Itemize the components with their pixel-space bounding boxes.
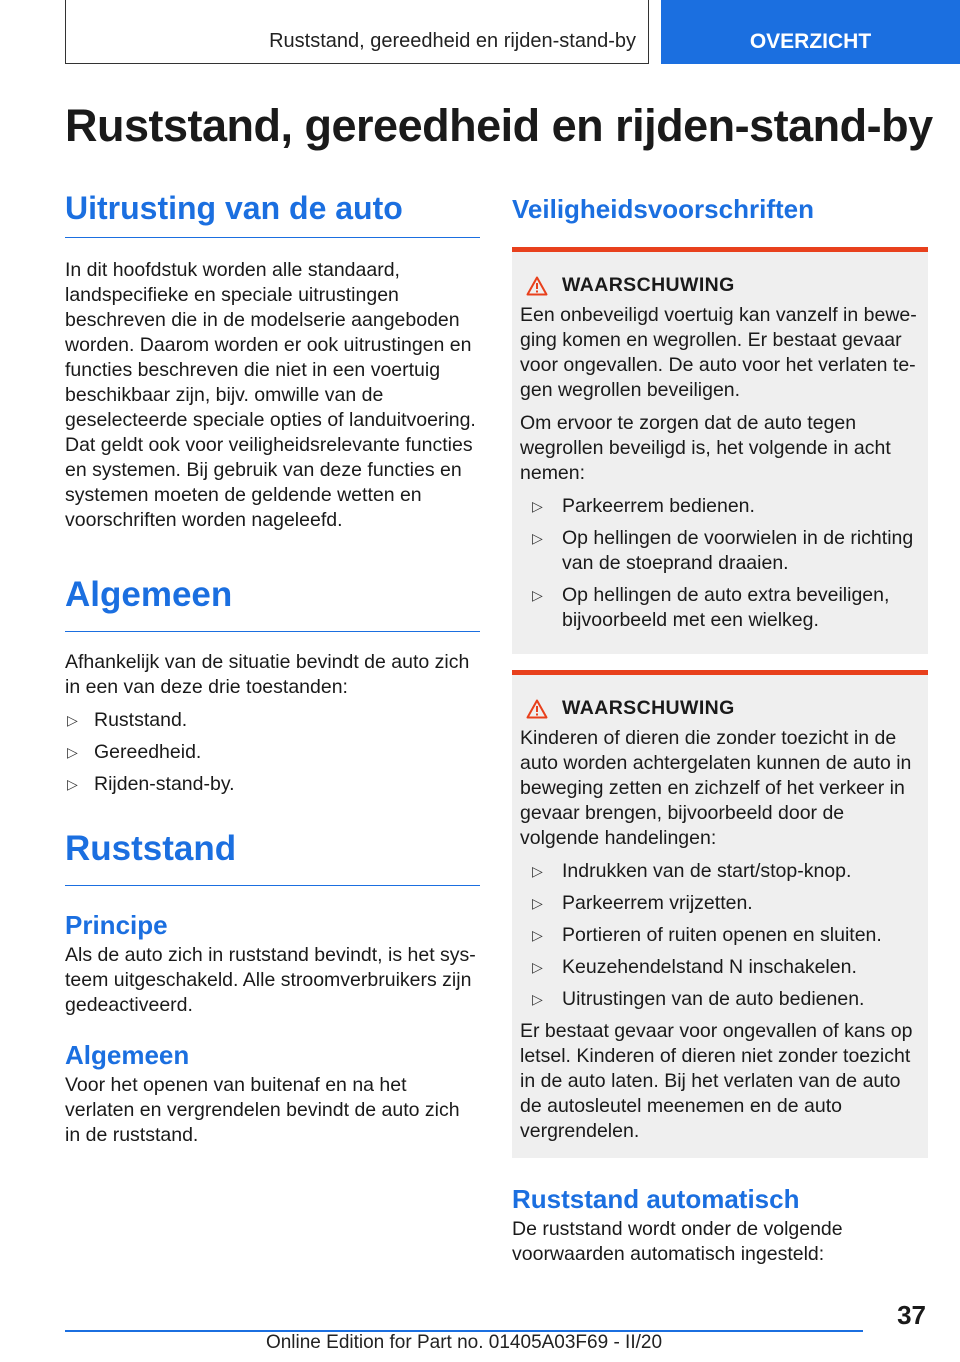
list-item: ▷ Indrukken van de start/stop-knop. xyxy=(532,860,852,882)
warning-text: Een onbeveiligd voertuig kan vanzelf in beweging komen en wegrollen. Er bestaat gevaar voor ongevallen. De auto voor het verlaten tegen wegrollen beveiligen. xyxy=(520,304,917,401)
list-item: ▷ Rijden-stand-by. xyxy=(67,773,235,795)
list-item: ▷ Uitrustingen van de auto bedienen. xyxy=(532,988,865,1010)
warning-text: Er bestaat gevaar voor ongevallen of kans op letsel. Kinderen of dieren niet zonder toezicht in de auto laten. Bij het verlaten van de auto de autosleutel meenemen en de auto vergrendelen. xyxy=(520,1020,913,1142)
warning-text: Kinderen of dieren die zonder toezicht in de auto worden achtergelaten kunnen de auto in beweging zetten en zichzelf of het verkeer in gevaar brengen, bijvoorbeeld door de volgende handelingen: xyxy=(520,727,912,849)
paragraph-general: Afhankelijk van de situatie bevindt de auto zich in een van deze drie toestanden: xyxy=(65,651,470,698)
triangle-right-outline-icon: ▷ xyxy=(532,991,543,1007)
triangle-right-outline-icon: ▷ xyxy=(67,712,78,728)
triangle-right-outline-icon: ▷ xyxy=(532,927,543,943)
left-column xyxy=(65,190,480,1148)
triangle-right-outline-icon: ▷ xyxy=(67,744,78,760)
warning-title: WAARSCHUWING xyxy=(562,697,735,719)
page-number: 37 xyxy=(897,1300,926,1330)
paragraph-equipment: In dit hoofdstuk worden alle standaard, landspecifieke en speciale uitrustingen beschreven die in de modelserie aangeboden worden. Daarom worden er ook uitrustingen en functies beschreven die niet in een voertuig beschikbaar zijn, bijv. omwille van de geselecteerde speciale opties of landuitvoering. Dat geldt ook voor veiligheidsrelevante functies en systemen. Bij gebruik van deze functies en systemen moeten de geldende wetten en voorschriften worden nageleefd. xyxy=(65,259,476,531)
right-column xyxy=(512,190,928,1267)
header-title-box xyxy=(65,0,649,64)
heading-safety: Veiligheidsvoorschriften xyxy=(512,194,814,224)
triangle-right-outline-icon: ▷ xyxy=(532,863,543,879)
footer-edition: Online Edition for Part no. 01405A03F69 - II/20 xyxy=(265,1332,663,1353)
warning-header xyxy=(526,274,920,297)
list-item: ▷ Op hellingen de auto extra beveiligen, bijvoorbeeld met een wielkeg. xyxy=(532,584,890,631)
list-item: ▷ Keuzehendelstand N inschakelen. xyxy=(532,956,857,978)
header-section-title: Ruststand, gereedheid en rijden-stand-by xyxy=(269,30,636,52)
heading-rest: Ruststand xyxy=(65,829,480,886)
overview-tab[interactable]: OVERZICHT xyxy=(661,0,960,64)
warning-box-2 xyxy=(512,670,928,1158)
triangle-right-outline-icon: ▷ xyxy=(67,776,78,792)
list-item: ▷ Parkeerrem vrijzetten. xyxy=(532,892,753,914)
warning-triangle-icon xyxy=(526,699,548,719)
paragraph-principle: Als de auto zich in ruststand bevindt, is het systeem uitgeschakeld. Alle stroomverbruikers zijn gedeactiveerd. xyxy=(65,944,476,1016)
heading-general: Algemeen xyxy=(65,575,480,632)
list-item: ▷ Parkeerrem bedienen. xyxy=(532,495,755,517)
heading-rest-automatic: Ruststand automatisch xyxy=(512,1184,800,1214)
warning-box-1 xyxy=(512,247,928,654)
triangle-right-outline-icon: ▷ xyxy=(532,895,543,911)
list-item: ▷ Ruststand. xyxy=(67,709,188,731)
list-item: ▷ Portieren of ruiten openen en sluiten. xyxy=(532,924,882,946)
warning-triangle-icon xyxy=(526,276,548,296)
warning-header xyxy=(526,697,920,720)
heading-general-2: Algemeen xyxy=(65,1040,190,1070)
triangle-right-outline-icon: ▷ xyxy=(532,498,543,514)
triangle-right-outline-icon: ▷ xyxy=(532,587,543,603)
heading-equipment: Uitrusting van de auto xyxy=(65,190,480,238)
heading-principle: Principe xyxy=(65,910,168,940)
warning-list xyxy=(530,494,920,633)
triangle-right-outline-icon: ▷ xyxy=(532,530,543,546)
warning-list xyxy=(530,859,920,1012)
page-title: Ruststand, gereedheid en rijden-stand-by xyxy=(65,100,933,151)
paragraph-rest-automatic: De ruststand wordt onder de volgende voorwaarden automatisch ingesteld: xyxy=(512,1218,843,1265)
states-list xyxy=(65,708,480,797)
warning-title: WAARSCHUWING xyxy=(562,274,735,296)
list-item: ▷ Op hellingen de voorwielen in de richting van de stoeprand draaien. xyxy=(532,527,914,574)
list-item: ▷ Gereedheid. xyxy=(67,741,202,763)
warning-text: Om ervoor te zorgen dat de auto tegen wegrollen beveiligd is, het volgende in acht nemen: xyxy=(520,412,891,484)
triangle-right-outline-icon: ▷ xyxy=(532,959,543,975)
paragraph-general-2: Voor het openen van buitenaf en na het verlaten en vergrendelen bevindt de auto zich in de ruststand. xyxy=(65,1074,460,1146)
